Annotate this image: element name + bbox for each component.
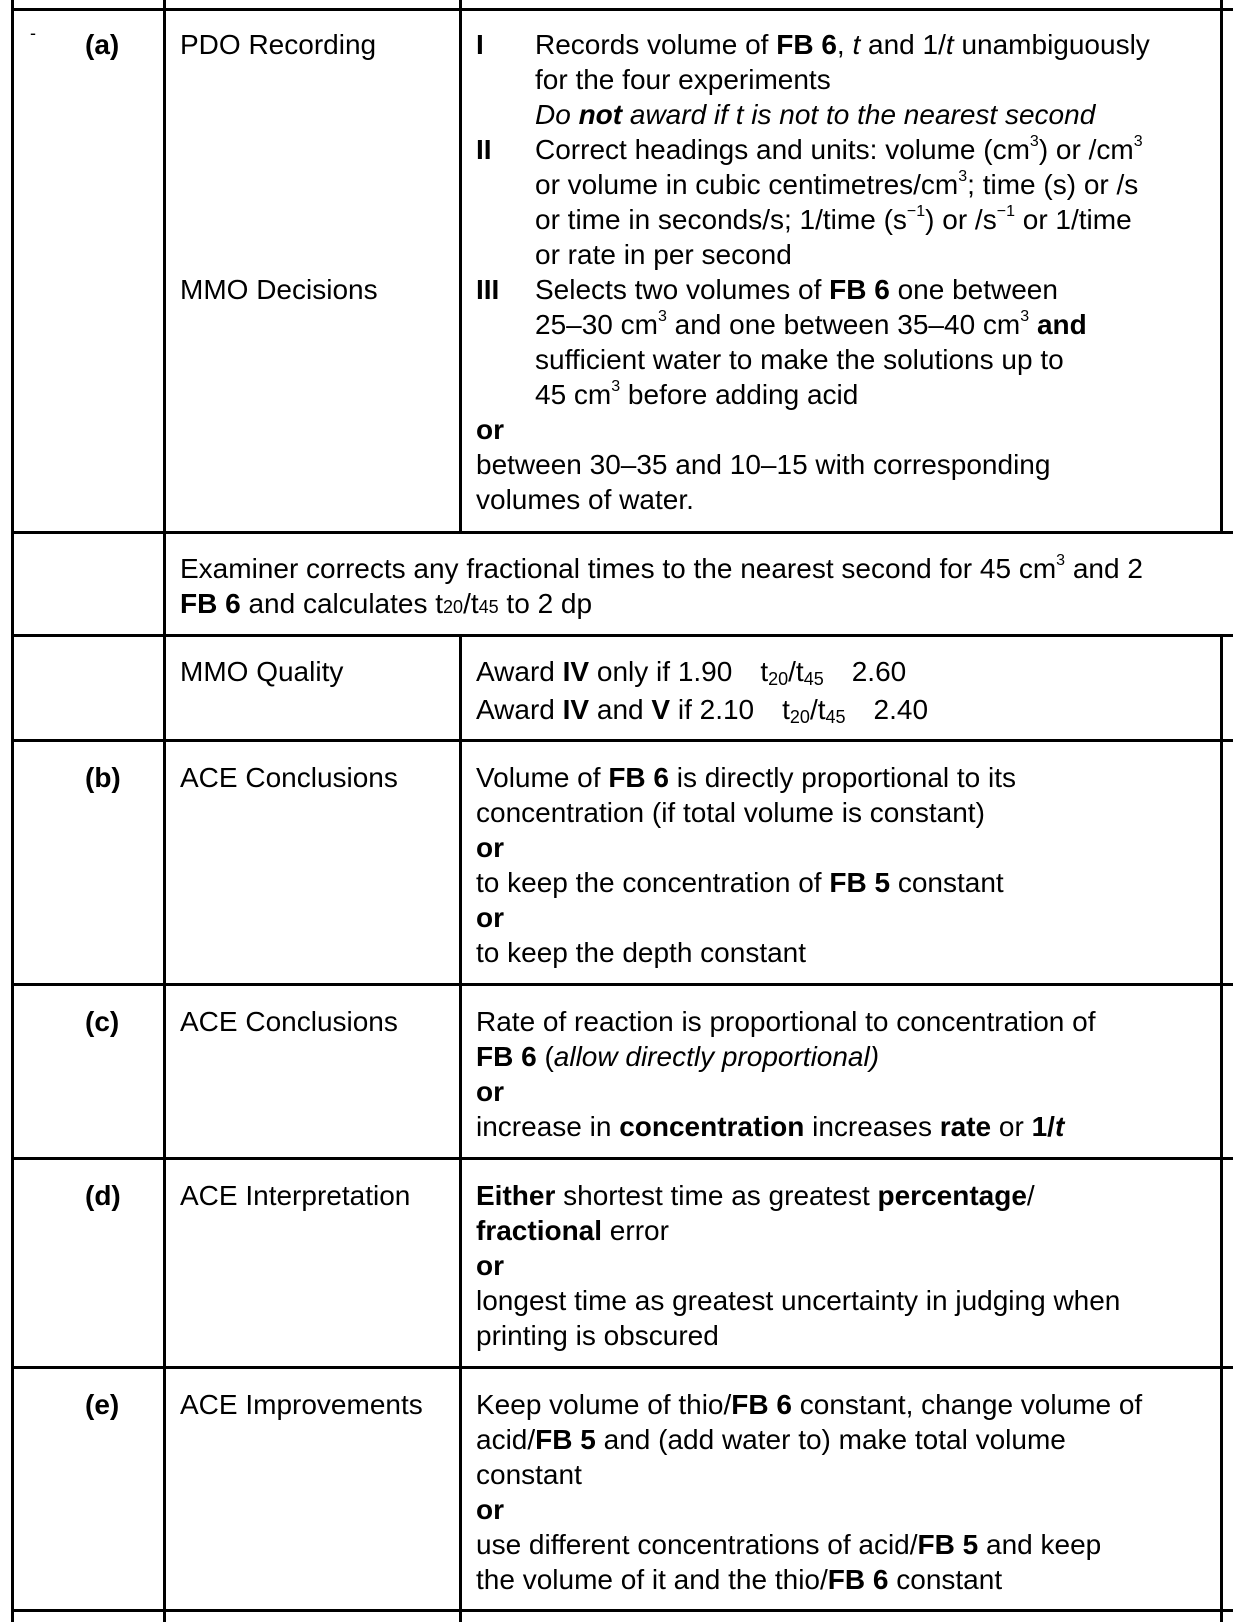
row-line-examiner (11, 531, 1233, 534)
criterion-II-line-3: or time in seconds/s; 1/time $(s^{-1})$ or $/s^{-1}$ or 1/time (535, 203, 1132, 235)
b-line-2: concentration (if total volume is constant) (476, 797, 985, 828)
skill-ace-improvements: ACE Improvements (180, 1389, 423, 1420)
row-line-c (11, 983, 1233, 986)
numeral-I: I (476, 29, 484, 60)
c-line-1: Rate of reaction is proportional to concentration of (476, 1006, 1096, 1037)
row-line-bottom (11, 1609, 1233, 1612)
numeral-II: II (476, 134, 492, 165)
table-divider-skill-lower (459, 636, 462, 1622)
b-line-3: to keep the concentration of FB 5 constant (476, 867, 1004, 898)
d-line-4: printing is obscured (476, 1320, 719, 1351)
stray-dash: - (30, 23, 36, 43)
criterion-I-line-3: Do not award if t is not to the nearest second (535, 99, 1096, 130)
alternative-line-1: between 30–35 and 10–15 with corresponding (476, 449, 1051, 480)
d-line-1: Either shortest time as greatest percentage/ (476, 1180, 1035, 1211)
numeral-III: III (476, 274, 500, 305)
criterion-II-line-2: or volume in cubic centimetres/$cm^3$; time (s) or /s (535, 168, 1139, 200)
criterion-I-line-2: for the four experiments (535, 64, 831, 95)
or-label-c: or (476, 1076, 504, 1107)
alternative-line-2: volumes of water. (476, 484, 694, 515)
table-border-left (11, 0, 14, 1622)
or-label-a: or (476, 414, 504, 445)
e-line-3: constant (476, 1459, 582, 1490)
row-line-d (11, 1157, 1233, 1160)
criterion-I-line-1: Records volume of FB 6, t and 1/t unambiguously (535, 29, 1150, 60)
table-border-right-lower (1220, 636, 1223, 1622)
part-label-b: (b) (85, 762, 121, 793)
d-line-2: fractional error (476, 1215, 669, 1246)
part-label-a: (a) (85, 29, 120, 60)
e-line-4: use different concentrations of acid/FB 5 and keep (476, 1529, 1102, 1560)
or-label-b-2: or (476, 902, 504, 933)
criterion-III-line-4: 45 $cm^3$ before adding acid (535, 378, 859, 410)
criterion-III-line-1: Selects two volumes of FB 6 one between (535, 274, 1058, 305)
criterion-II-line-4: or rate in per second (535, 239, 792, 270)
skill-mmo-decisions: MMO Decisions (180, 274, 378, 305)
or-label-b-1: or (476, 832, 504, 863)
or-label-d: or (476, 1250, 504, 1281)
skill-mmo-quality: MMO Quality (180, 656, 344, 687)
skill-pdo-recording: PDO Recording (180, 29, 377, 60)
criterion-II-line-1: Correct headings and units: volume $(cm^3)$ or $/cm^3$ (535, 133, 1143, 165)
c-line-3: increase in concentration increases rate or 1/t (476, 1111, 1065, 1142)
b-line-4: to keep the depth constant (476, 937, 807, 968)
quality-line-2: Award IV and V if 2.10 $t_{20}/t_{45}$ 2.40 (476, 694, 929, 727)
part-label-e: (e) (85, 1389, 120, 1420)
d-line-3: longest time as greatest uncertainty in judging when (476, 1285, 1121, 1316)
c-line-2: FB 6 (allow directly proportional) (476, 1041, 880, 1072)
row-line-b (11, 739, 1233, 742)
e-line-1: Keep volume of thio/FB 6 constant, change volume of (476, 1389, 1143, 1420)
skill-ace-conclusions-c: ACE Conclusions (180, 1006, 398, 1037)
skill-ace-conclusions-b: ACE Conclusions (180, 762, 398, 793)
row-line-quality (11, 634, 1233, 637)
skill-ace-interpretation: ACE Interpretation (180, 1180, 411, 1211)
b-line-1: Volume of FB 6 is directly proportional to its (476, 762, 1017, 793)
criterion-III-line-3: sufficient water to make the solutions up to (535, 344, 1064, 375)
criterion-III-line-2: 25–30 $cm^3$ and one between 35–40 $cm^3$ and (535, 308, 1087, 340)
examiner-note-line-1: Examiner corrects any fractional times to the nearest second for 45 $cm^3$ and 2 (180, 552, 1143, 584)
examiner-note-line-2: FB 6 and calculates $t_{20}/t_{45}$ to 2 dp (180, 588, 593, 619)
or-label-e: or (476, 1494, 504, 1525)
table-border-right-upper (1220, 0, 1223, 533)
part-label-c: (c) (85, 1006, 120, 1037)
e-line-5: the volume of it and the thio/FB 6 constant (476, 1564, 1003, 1595)
row-line-top (11, 8, 1233, 11)
row-line-e (11, 1366, 1233, 1369)
part-label-d: (d) (85, 1180, 121, 1211)
table-divider-skill-upper (459, 0, 462, 533)
table-divider-part (163, 0, 166, 1622)
quality-line-1: Award IV only if 1.90 $t_{20}/t_{45}$ 2.60 (476, 656, 907, 689)
e-line-2: acid/FB 5 and (add water to) make total volume (476, 1424, 1066, 1455)
